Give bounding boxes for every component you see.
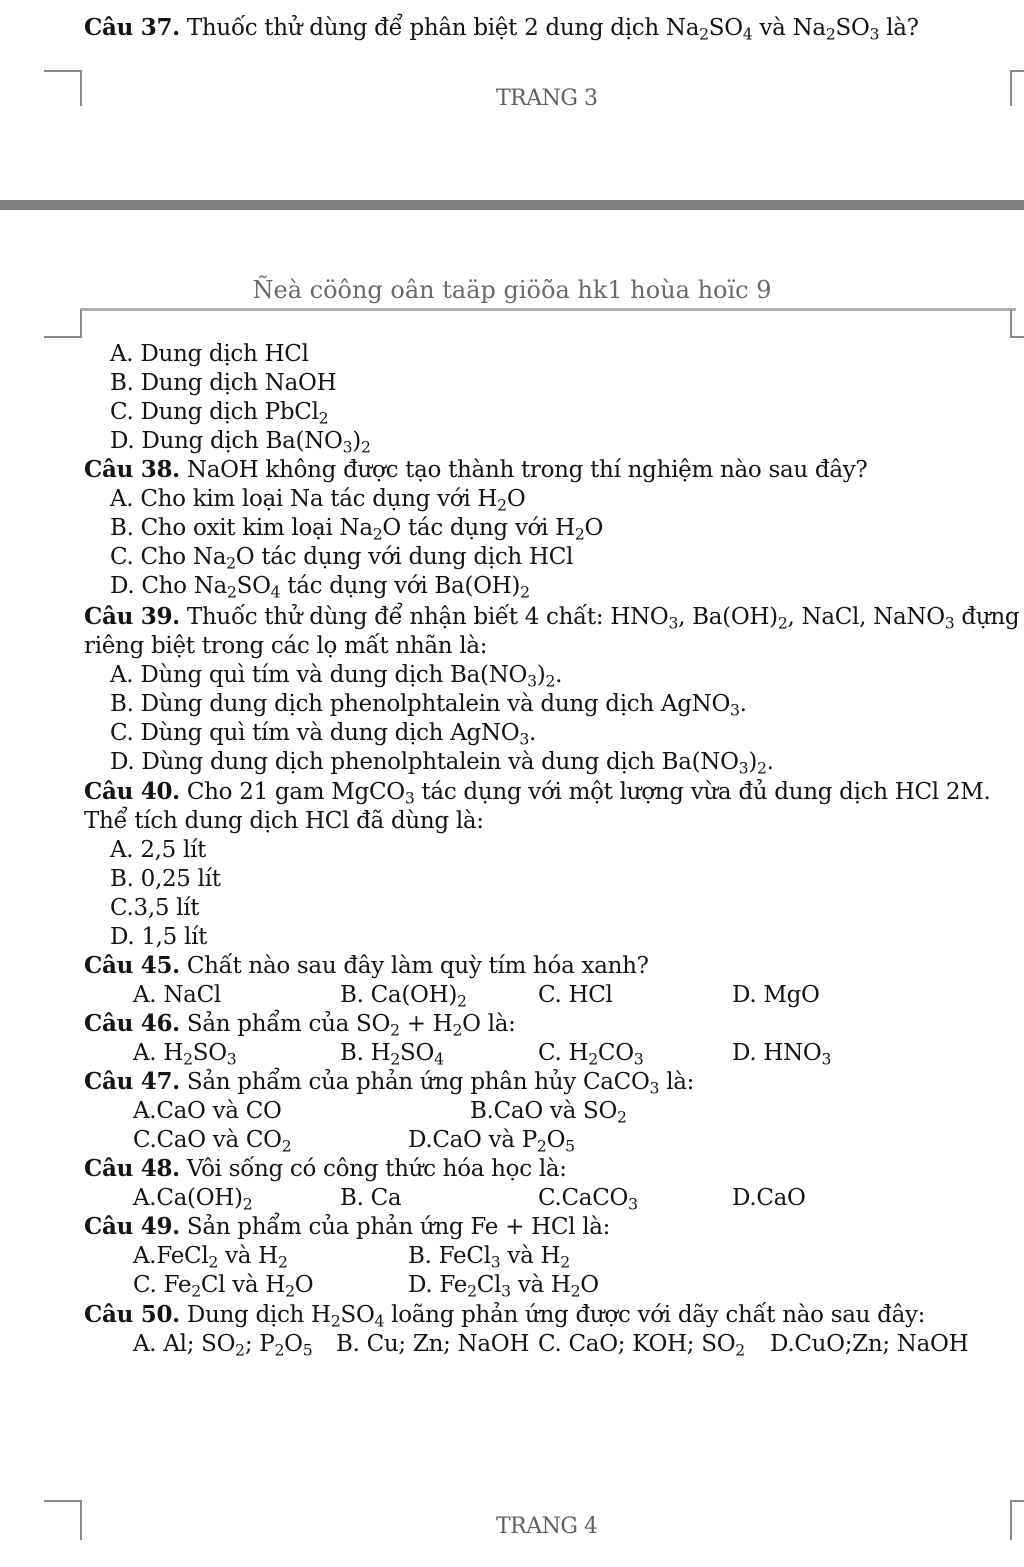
option-a: A.FeCl$_2$ và $H_2$ [133, 1243, 288, 1272]
option-c: C. Dùng quì tím và dung dịch AgNO$_3$. [110, 720, 536, 749]
option-b: B. FeCl$_3$ và $H_2$ [408, 1243, 570, 1272]
option-a: A. Al; $SO_2$; $P_2O_5$ [133, 1331, 313, 1360]
crop-mark [44, 1500, 82, 1502]
option-c: C. Cho $Na_2O$ tác dụng với dung dịch HCl [110, 544, 574, 573]
option-d: D. $Fe_2Cl_3$ và $H_2O$ [408, 1272, 599, 1301]
option-b: B. Dùng dung dịch phenolphtalein và dung dịch AgNO$_3$. [110, 691, 747, 720]
crop-mark [44, 336, 82, 338]
question-45: Câu 45. Chất nào sau đây làm quỳ tím hóa xanh? [84, 952, 649, 979]
option-b: B. Cho oxit kim loại $Na_2O$ tác dụng với $H_2O$ [110, 515, 604, 544]
option-d: D. Dùng dung dịch phenolphtalein và dung dịch $Ba(NO_3)_2$. [110, 749, 774, 778]
option-b: B. Ca [340, 1185, 402, 1211]
header-rule [80, 308, 1016, 311]
page-number-label: TRANG 4 [496, 1514, 598, 1539]
option-b: B. Dung dịch NaOH [110, 370, 337, 396]
option-d: D.CuO;Zn; NaOH [770, 1331, 969, 1357]
question-38: Câu 38. NaOH không được tạo thành trong thí nghiệm nào sau đây? [84, 456, 868, 483]
option-a: A.CaO và CO [133, 1098, 282, 1124]
option-d: D. Cho $Na_2SO_4$ tác dụng với $Ba(OH)_2$ [110, 573, 530, 602]
option-d: D. Dung dịch $Ba(NO_3)_2$ [110, 428, 371, 457]
crop-mark [1010, 336, 1024, 338]
option-a: A. Dung dịch HCl [110, 341, 309, 367]
option-c: C. $Fe_2Cl$ và $H_2O$ [133, 1272, 314, 1301]
option-a: A. NaCl [133, 982, 221, 1008]
question-39-line2: riêng biệt trong các lọ mất nhãn là: [84, 633, 488, 659]
option-d: D.CaO và $P_2O_5$ [408, 1127, 575, 1156]
option-c: C.3,5 lít [110, 895, 200, 921]
crop-mark [1010, 70, 1012, 106]
option-b: B.CaO và $SO_2$ [470, 1098, 627, 1127]
question-40: Câu 40. Cho 21 gam MgCO$_3$ tác dụng với một lượng vừa đủ dung dịch HCl 2M. [84, 778, 991, 808]
option-c: C. CaO; KOH; $SO_2$ [538, 1331, 745, 1360]
question-37: Câu 37. Thuốc thử dùng để phân biệt 2 dung dịch $Na_2SO_4$ và $Na_2SO_3$ là? [84, 14, 919, 44]
option-a: $A.Ca(OH)_2$ [133, 1185, 253, 1214]
option-d: D. 1,5 lít [110, 924, 208, 950]
page-number-label: TRANG 3 [496, 86, 598, 111]
option-c: C.CaCO$_3$ [538, 1185, 638, 1214]
option-a: A. Dùng quì tím và dung dịch $Ba(NO_3)_2$. [110, 662, 563, 691]
option-c: C. Dung dịch PbCl$_2$ [110, 399, 329, 428]
option-c: C. $H_2CO_3$ [538, 1040, 644, 1069]
question-47: Câu 47. Sản phẩm của phản ứng phân hủy CaCO$_3$ là: [84, 1068, 695, 1098]
crop-mark [80, 70, 82, 106]
question-number: Câu 37. [84, 14, 180, 41]
question-46: Câu 46. Sản phẩm của $SO_2 + H_2O$ là: [84, 1010, 516, 1040]
question-50: Câu 50. Dung dịch $H_2SO_4$ loãng phản ứng được với dãy chất nào sau đây: [84, 1301, 926, 1331]
option-d: D.CaO [732, 1185, 806, 1211]
crop-mark [1010, 1500, 1024, 1502]
option-a: A. Cho kim loại Na tác dụng với $H_2O$ [110, 486, 526, 515]
option-d: D. $HNO_3$ [732, 1040, 832, 1069]
question-39: Câu 39. Thuốc thử dùng để nhận biết 4 chất: $HNO_3$, $Ba(OH)_2$, NaCl, NaNO$_3$ đựng [84, 603, 1020, 633]
crop-mark [80, 1500, 82, 1540]
option-a: A. $H_2SO_3$ [133, 1040, 237, 1069]
page-header: Ñeà cöông oân taäp giöõa hk1 hoùa hoïc 9 [252, 276, 772, 304]
crop-mark [80, 310, 82, 338]
crop-mark [1010, 1500, 1012, 1540]
crop-mark [1010, 310, 1012, 338]
option-d: D. MgO [732, 982, 820, 1008]
option-b: B. $Ca(OH)_2$ [340, 982, 467, 1011]
option-b: B. 0,25 lít [110, 866, 221, 892]
question-49: Câu 49. Sản phẩm của phản ứng Fe + HCl là: [84, 1213, 611, 1240]
page-separator [0, 200, 1024, 210]
option-c: C.CaO và $CO_2$ [133, 1127, 292, 1156]
question-48: Câu 48. Vôi sống có công thức hóa học là: [84, 1155, 567, 1182]
question-40-line2: Thể tích dung dịch HCl đã dùng là: [84, 808, 484, 834]
option-b: B. $H_2SO_4$ [340, 1040, 444, 1069]
option-b: B. Cu; Zn; NaOH [336, 1331, 530, 1357]
option-c: C. HCl [538, 982, 613, 1008]
crop-mark [1010, 70, 1024, 72]
option-a: A. 2,5 lít [110, 837, 207, 863]
crop-mark [44, 70, 82, 72]
